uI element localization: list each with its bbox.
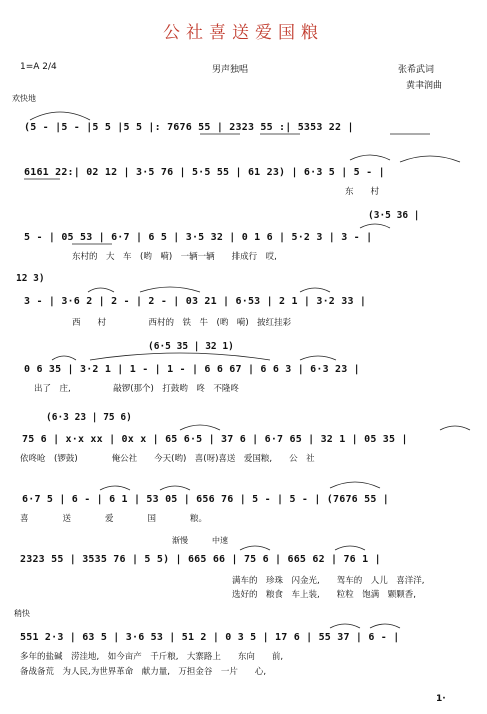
slur-mark bbox=[100, 486, 130, 490]
tempo-change-line-9: 稍快 bbox=[14, 609, 30, 618]
score-line-7: 6·7 5 | 6 - | 6 1 | 53 05 | 656 76 | 5 - | 5 - | (7676 55 | bbox=[22, 494, 390, 505]
tempo-change-line-8: 渐慢 中速 bbox=[172, 536, 228, 545]
song-title: 公社喜送爱国粮 bbox=[163, 23, 324, 43]
slur-mark bbox=[330, 624, 360, 628]
slur-mark bbox=[300, 288, 330, 292]
slur-mark bbox=[335, 546, 365, 550]
lyric-line-3: 东村的 大 车 (哟 嗬) 一辆一辆 排成行 哎, bbox=[72, 252, 277, 262]
score-line-1: (5 - |5 - |5 5 |5 5 |: 7676 55 | 2323 55 :| 5353 22 | bbox=[24, 122, 354, 133]
pre-notes-line-5: (6·5 35 | 32 1) bbox=[148, 341, 234, 352]
slur-mark bbox=[30, 112, 90, 120]
slur-mark bbox=[360, 224, 390, 228]
score-line-3: 5 - | 05 53 | 6·7 | 6 5 | 3·5 32 | 0 1 6 | 5·2 3 | 3 - | bbox=[24, 232, 373, 243]
slur-mark bbox=[350, 155, 390, 160]
lyric-line-9b: 备战备荒 为人民,为世界革命 献力量, 万担金谷 一片 心, bbox=[20, 667, 267, 677]
slur-mark bbox=[370, 624, 400, 628]
score-line-8: 2323 55 | 3535 76 | 5 5) | 665 66 | 75 6 | 665 62 | 76 1 | bbox=[20, 554, 381, 565]
lyricist: 张希武词 bbox=[398, 65, 435, 75]
slur-mark bbox=[160, 486, 190, 490]
slur-mark bbox=[240, 546, 270, 550]
composer: 黄聿润曲 bbox=[406, 81, 443, 91]
pre-notes-line-3: (3·5 36 | bbox=[368, 210, 420, 221]
slur-mark bbox=[88, 288, 114, 292]
lyric-line-7: 喜 送 爱 国 粮。 bbox=[20, 514, 208, 524]
lyric-line-5: 出了 庄, 敲锣(那个) 打鼓哟 咚 不隆咚 bbox=[34, 384, 239, 394]
score-line-5: 0 6 35 | 3·2 1 | 1 - | 1 - | 6 6 67 | 6 6 3 | 6·3 23 | bbox=[24, 364, 360, 375]
lyric-line-6: 依咚呛 (锣鼓) 俺公社 今天(哟) 喜(呀)喜送 爱国粮, 公 社 bbox=[20, 454, 315, 464]
lyric-line-2: 东 村 bbox=[345, 187, 380, 197]
key-signature: 1=A 2/4 bbox=[20, 62, 57, 72]
page-number: 1· bbox=[436, 694, 446, 704]
lyric-line-8b: 选好的 粮食 车上装, 粒粒 饱满 颗颗香, bbox=[232, 590, 416, 600]
lyric-line-9a: 多年的盐碱 涝洼地, 如今亩产 千斤粮, 大寨路上 东向 前, bbox=[20, 652, 284, 662]
slur-mark bbox=[440, 426, 470, 430]
slur-mark bbox=[180, 425, 220, 430]
slur-mark bbox=[400, 156, 460, 162]
slur-mark bbox=[52, 356, 76, 360]
score-line-9: 551 2·3 | 63 5 | 3·6 53 | 51 2 | 0 3 5 | 17 6 | 55 37 | 6 - | bbox=[20, 632, 400, 643]
slur-mark bbox=[330, 482, 380, 488]
pre-notes-line-4: 12 3) bbox=[16, 273, 45, 284]
slur-mark bbox=[140, 287, 200, 292]
lyric-line-8a: 满车的 珍珠 闪金光, 驾车的 人儿 喜洋洋, bbox=[232, 576, 425, 586]
slur-mark bbox=[300, 356, 336, 360]
score-line-2: 6161 22:| 02 12 | 3·5 76 | 5·5 55 | 61 23) | 6·3 5 | 5 - | bbox=[24, 167, 385, 178]
slur-mark bbox=[90, 353, 270, 360]
pre-notes-line-6: (6·3 23 | 75 6) bbox=[46, 412, 132, 423]
performance-type: 男声独唱 bbox=[212, 65, 249, 75]
lyric-line-4: 西 村 西村的 铁 牛 (哟 嗬) 披红挂彩 bbox=[72, 318, 292, 328]
tempo-marking: 欢快地 bbox=[12, 94, 36, 103]
score-line-4: 3 - | 3·6 2 | 2 - | 2 - | 03 21 | 6·53 | 2 1 | 3·2 33 | bbox=[24, 296, 367, 307]
score-line-6: 75 6 | x·x xx | 0x x | 65 6·5 | 37 6 | 6·7 65 | 32 1 | 05 35 | bbox=[22, 434, 408, 445]
